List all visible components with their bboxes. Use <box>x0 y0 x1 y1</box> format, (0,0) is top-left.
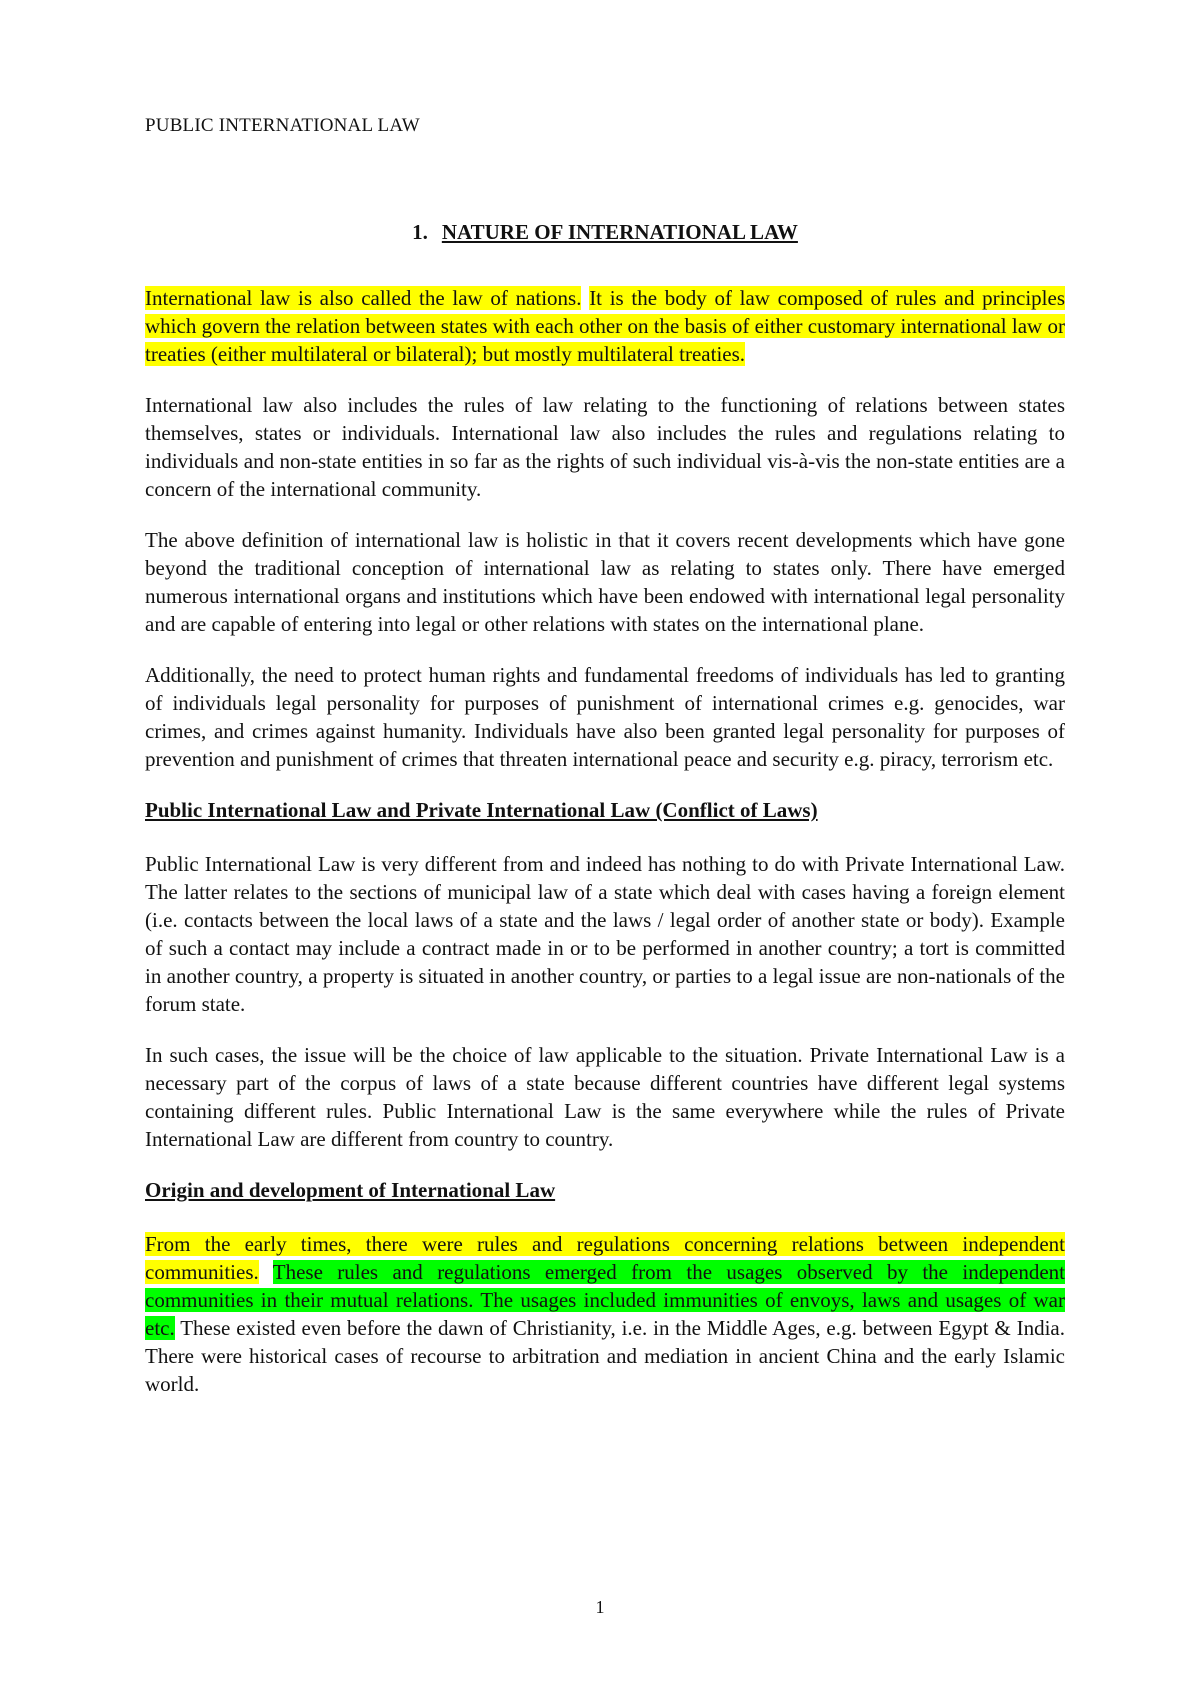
highlighted-text: From the early times, there were rules and regulations concerning relations between independent communities. <box>145 1232 1065 1284</box>
highlighted-text: It is the body of law composed of rules and principles which govern the relation between states with each other on the basis of either customary international law or treaties (either multilateral or bilateral); but mostly multilateral treaties. <box>145 286 1065 366</box>
highlighted-text: International law is also called the law of nations. <box>145 286 582 310</box>
page-content <box>145 112 1065 1421</box>
body-paragraph: The above definition of international law is holistic in that it covers recent developments which have gone beyond the traditional conception of international law as relating to states only. There have emerged numerous international organs and institutions which have been endowed with international legal personality and are capable of entering into legal or other relations with states on the international plane. <box>145 528 1065 636</box>
body-paragraph: International law also includes the rules of law relating to the functioning of relations between states themselves, states or individuals. International law also includes the rules and regulations relating to individuals and non-state entities in so far as the rights of such individual vis-à-vis the non-state entities are a concern of the international community. <box>145 393 1065 501</box>
running-head: PUBLIC INTERNATIONAL LAW <box>145 115 420 136</box>
body-paragraph: Public International Law is very different from and indeed has nothing to do with Private International Law. The latter relates to the sections of municipal law of a state which deal with cases having a foreign element (i.e. contacts between the local laws of a state and the laws / legal order of another state or body). Example of such a contact may include a contract made in or to be performed in another country; a tort is committed in another country, a property is situated in another country, or parties to a legal issue are non-nationals of the forum state. <box>145 852 1065 1016</box>
body-paragraph: In such cases, the issue will be the choice of law applicable to the situation. Private International Law is a necessary part of the corpus of laws of a state because different countries have different legal systems containing different rules. Public International Law is the same everywhere while the rules of Private International Law are different from country to country. <box>145 1043 1065 1151</box>
section-heading: Public International Law and Private International Law (Conflict of Laws) <box>145 798 818 822</box>
plain-text: These existed even before the dawn of Christianity, i.e. in the Middle Ages, e.g. between Egypt & India. There were historical cases of recourse to arbitration and mediation in ancient China and the early Islamic world. <box>145 1316 1065 1396</box>
definition-paragraph <box>145 284 1065 368</box>
section-heading: Origin and development of International Law <box>145 1178 556 1202</box>
chapter-title-text: NATURE OF INTERNATIONAL LAW <box>441 220 798 244</box>
origin-paragraph <box>145 1230 1065 1398</box>
text-gap <box>259 1260 273 1284</box>
chapter-title <box>145 218 1065 246</box>
page-number: 1 <box>595 1597 605 1617</box>
green-highlighted-text: These rules and regulations emerged from the usages observed by the independent communities in their mutual relations. The usages included immunities of envoys, laws and usages of war etc. <box>145 1260 1066 1340</box>
body-paragraph: Additionally, the need to protect human rights and fundamental freedoms of individuals has led to granting of individuals legal personality for purposes of punishment of international crimes e.g. genocides, war crimes, and crimes against humanity. Individuals have also been granted legal personality for purposes of prevention and punishment of crimes that threaten international peace and security e.g. piracy, terrorism etc. <box>145 663 1065 771</box>
chapter-number: 1. <box>412 220 428 244</box>
